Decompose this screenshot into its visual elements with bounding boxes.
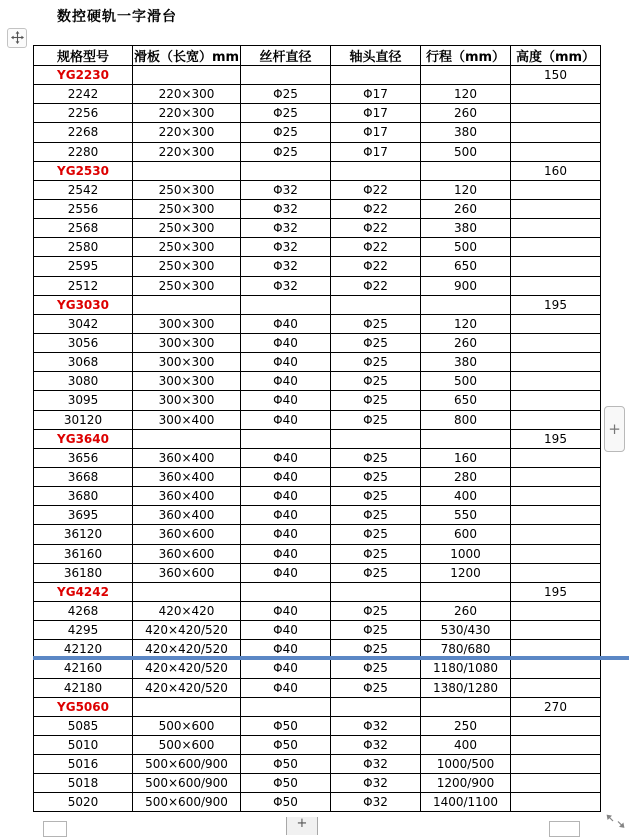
cell-col1: 360×600 [133, 544, 241, 563]
cell-col2: Φ32 [241, 238, 331, 257]
cell-col1: 250×300 [133, 238, 241, 257]
move-icon [11, 29, 24, 48]
cell-col0: 3668 [34, 467, 133, 486]
cell-col4: 530/430 [421, 621, 511, 640]
cell-col3: Φ25 [331, 448, 421, 467]
cell-col2 [241, 697, 331, 716]
cell-col1: 360×400 [133, 487, 241, 506]
cell-col4: 280 [421, 467, 511, 486]
cell-col3: Φ25 [331, 314, 421, 333]
cell-col5 [511, 391, 601, 410]
cell-col5 [511, 544, 601, 563]
cell-col5 [511, 735, 601, 754]
cell-col5 [511, 621, 601, 640]
cell-col5: 195 [511, 582, 601, 601]
cell-col0: 2595 [34, 257, 133, 276]
cell-col4: 1180/1080 [421, 659, 511, 678]
page-split-line [33, 656, 629, 660]
cell-col0: 3042 [34, 314, 133, 333]
cell-col1: 500×600 [133, 735, 241, 754]
cell-col5 [511, 774, 601, 793]
cell-col3: Φ32 [331, 755, 421, 774]
group-row [34, 697, 601, 716]
cell-col0: 2568 [34, 219, 133, 238]
cell-col5 [511, 563, 601, 582]
data-row [34, 180, 601, 199]
cell-col2: Φ25 [241, 104, 331, 123]
bottom-right-partial-box[interactable] [549, 821, 580, 837]
cell-col4: 1200/900 [421, 774, 511, 793]
cell-col1 [133, 66, 241, 85]
cell-col3: Φ32 [331, 716, 421, 735]
cell-col4: 260 [421, 601, 511, 620]
cell-col1: 360×400 [133, 448, 241, 467]
cell-col2: Φ40 [241, 333, 331, 352]
cell-col4: 900 [421, 276, 511, 295]
cell-col2: Φ32 [241, 257, 331, 276]
cell-col2 [241, 161, 331, 180]
data-row [34, 123, 601, 142]
cell-col3: Φ32 [331, 735, 421, 754]
data-row [34, 544, 601, 563]
cell-col5 [511, 716, 601, 735]
data-row [34, 85, 601, 104]
cell-col4 [421, 697, 511, 716]
cell-col0: 2556 [34, 199, 133, 218]
cell-col1: 360×600 [133, 563, 241, 582]
cell-col2: Φ40 [241, 314, 331, 333]
cell-col3: Φ25 [331, 487, 421, 506]
cell-col4: 650 [421, 257, 511, 276]
cell-col3 [331, 66, 421, 85]
cell-col0: 4295 [34, 621, 133, 640]
cell-col5: 270 [511, 697, 601, 716]
data-row [34, 276, 601, 295]
table-move-handle[interactable] [7, 28, 27, 48]
cell-col2: Φ40 [241, 410, 331, 429]
cell-col4: 120 [421, 180, 511, 199]
group-row [34, 295, 601, 314]
cell-col0: 5085 [34, 716, 133, 735]
cell-col3: Φ25 [331, 563, 421, 582]
data-row [34, 353, 601, 372]
cell-col3 [331, 161, 421, 180]
resize-icon [604, 816, 628, 835]
cell-col2: Φ32 [241, 219, 331, 238]
cell-col0: 42120 [34, 640, 133, 659]
cell-col2: Φ40 [241, 448, 331, 467]
cell-col2: Φ32 [241, 180, 331, 199]
cell-col4: 500 [421, 238, 511, 257]
spec-table [33, 45, 601, 812]
cell-col4: 380 [421, 353, 511, 372]
cell-col2: Φ50 [241, 755, 331, 774]
cell-col0: 42180 [34, 678, 133, 697]
cell-col3: Φ25 [331, 525, 421, 544]
cell-col4 [421, 66, 511, 85]
cell-col5: 195 [511, 429, 601, 448]
cell-col4: 800 [421, 410, 511, 429]
cell-col2: Φ40 [241, 544, 331, 563]
cell-col2: Φ40 [241, 563, 331, 582]
cell-col3 [331, 429, 421, 448]
cell-col3: Φ17 [331, 123, 421, 142]
cell-col1: 500×600/900 [133, 793, 241, 812]
cell-col1: 500×600 [133, 716, 241, 735]
cell-col4: 260 [421, 333, 511, 352]
cell-col5 [511, 448, 601, 467]
cell-col4: 160 [421, 448, 511, 467]
cell-col3: Φ25 [331, 372, 421, 391]
cell-col0: 3656 [34, 448, 133, 467]
side-plus-button[interactable] [604, 406, 625, 452]
cell-col1: 300×300 [133, 391, 241, 410]
table-body [34, 66, 601, 812]
cell-col3: Φ25 [331, 621, 421, 640]
cell-col2: Φ40 [241, 506, 331, 525]
cell-col4: 650 [421, 391, 511, 410]
group-row [34, 66, 601, 85]
data-row [34, 678, 601, 697]
cell-col2: Φ40 [241, 391, 331, 410]
cell-col1: 300×400 [133, 410, 241, 429]
header-row [34, 46, 601, 66]
cell-col1: 300×300 [133, 353, 241, 372]
data-row [34, 659, 601, 678]
cell-col2: Φ40 [241, 467, 331, 486]
data-row [34, 219, 601, 238]
cell-col3: Φ22 [331, 238, 421, 257]
column-header-4: 行程（mm） [421, 46, 511, 66]
cell-col4 [421, 582, 511, 601]
data-row [34, 199, 601, 218]
cell-col0: 3680 [34, 487, 133, 506]
cell-col0: 36160 [34, 544, 133, 563]
cell-col4 [421, 295, 511, 314]
cell-col5 [511, 238, 601, 257]
cell-col1 [133, 697, 241, 716]
cell-col5: 150 [511, 66, 601, 85]
cell-col2: Φ40 [241, 601, 331, 620]
data-row [34, 525, 601, 544]
cell-col0: 3695 [34, 506, 133, 525]
cell-col3: Φ22 [331, 199, 421, 218]
cell-col5 [511, 755, 601, 774]
cell-col0: 36120 [34, 525, 133, 544]
cell-col2: Φ40 [241, 678, 331, 697]
data-row [34, 238, 601, 257]
cell-col5 [511, 601, 601, 620]
cell-col5 [511, 314, 601, 333]
cell-col1: 500×600/900 [133, 755, 241, 774]
cell-col5 [511, 219, 601, 238]
cell-col3: Φ32 [331, 793, 421, 812]
cell-col1: 360×400 [133, 467, 241, 486]
cell-col1: 420×420/520 [133, 640, 241, 659]
cell-col0: 2580 [34, 238, 133, 257]
cell-col1: 500×600/900 [133, 774, 241, 793]
cell-col0: 3080 [34, 372, 133, 391]
cell-col3: Φ25 [331, 391, 421, 410]
cell-col1 [133, 161, 241, 180]
cell-col3 [331, 697, 421, 716]
data-row [34, 487, 601, 506]
cell-col0: YG2230 [34, 66, 133, 85]
table-resize-handle[interactable] [604, 812, 628, 831]
cell-col0: YG5060 [34, 697, 133, 716]
cell-col0: 36180 [34, 563, 133, 582]
cell-col4: 260 [421, 199, 511, 218]
cell-col5 [511, 372, 601, 391]
data-row [34, 755, 601, 774]
cell-col4: 600 [421, 525, 511, 544]
cell-col1: 220×300 [133, 104, 241, 123]
data-row [34, 372, 601, 391]
cell-col0: YG4242 [34, 582, 133, 601]
cell-col0: 3056 [34, 333, 133, 352]
cell-col1 [133, 295, 241, 314]
cell-col0: 2512 [34, 276, 133, 295]
cell-col5 [511, 410, 601, 429]
group-row [34, 582, 601, 601]
cell-col3: Φ17 [331, 142, 421, 161]
data-row [34, 735, 601, 754]
cell-col4: 400 [421, 487, 511, 506]
cell-col4: 1000 [421, 544, 511, 563]
cell-col3: Φ22 [331, 257, 421, 276]
cell-col4: 1000/500 [421, 755, 511, 774]
cell-col4 [421, 161, 511, 180]
cell-col2: Φ50 [241, 735, 331, 754]
cell-col1: 300×300 [133, 333, 241, 352]
cell-col4 [421, 429, 511, 448]
cell-col4: 380 [421, 123, 511, 142]
cell-col2: Φ40 [241, 621, 331, 640]
group-row [34, 429, 601, 448]
bottom-plus-button[interactable] [286, 817, 318, 835]
cell-col0: 2268 [34, 123, 133, 142]
cell-col1: 250×300 [133, 199, 241, 218]
data-row [34, 391, 601, 410]
cell-col2: Φ40 [241, 640, 331, 659]
cell-col4: 780/680 [421, 640, 511, 659]
cell-col5 [511, 525, 601, 544]
data-row [34, 142, 601, 161]
cell-col2: Φ32 [241, 276, 331, 295]
cell-col1: 300×300 [133, 372, 241, 391]
cell-col5 [511, 123, 601, 142]
cell-col5 [511, 333, 601, 352]
data-row [34, 601, 601, 620]
cell-col2: Φ25 [241, 142, 331, 161]
cell-col4: 120 [421, 85, 511, 104]
cell-col3: Φ25 [331, 544, 421, 563]
cell-col0: 3068 [34, 353, 133, 372]
cell-col0: 2242 [34, 85, 133, 104]
cell-col1: 250×300 [133, 257, 241, 276]
cell-col5: 160 [511, 161, 601, 180]
group-row [34, 161, 601, 180]
cell-col1: 360×400 [133, 506, 241, 525]
cell-col4: 500 [421, 372, 511, 391]
cell-col2: Φ50 [241, 793, 331, 812]
data-row [34, 333, 601, 352]
cell-col0: 30120 [34, 410, 133, 429]
cell-col4: 1200 [421, 563, 511, 582]
cell-col2: Φ40 [241, 487, 331, 506]
cell-col0: 42160 [34, 659, 133, 678]
column-header-5: 高度（mm） [511, 46, 601, 66]
cell-col1: 220×300 [133, 142, 241, 161]
cell-col5 [511, 678, 601, 697]
cell-col4: 260 [421, 104, 511, 123]
cell-col5 [511, 276, 601, 295]
data-row [34, 774, 601, 793]
cell-col2: Φ32 [241, 199, 331, 218]
cell-col3: Φ17 [331, 85, 421, 104]
cell-col1: 250×300 [133, 276, 241, 295]
cell-col3: Φ25 [331, 467, 421, 486]
plus-icon: + [296, 816, 308, 831]
cell-col0: 2542 [34, 180, 133, 199]
cell-col1: 220×300 [133, 123, 241, 142]
data-row [34, 257, 601, 276]
cell-col0: 5020 [34, 793, 133, 812]
cell-col4: 400 [421, 735, 511, 754]
data-row [34, 410, 601, 429]
cell-col3: Φ25 [331, 333, 421, 352]
data-row [34, 563, 601, 582]
cell-col4: 120 [421, 314, 511, 333]
cell-col2 [241, 66, 331, 85]
cell-col5 [511, 142, 601, 161]
cell-col0: 2256 [34, 104, 133, 123]
column-header-3: 轴头直径 [331, 46, 421, 66]
cell-col0: 5010 [34, 735, 133, 754]
cell-col2: Φ40 [241, 659, 331, 678]
cell-col1: 420×420/520 [133, 659, 241, 678]
cell-col4: 550 [421, 506, 511, 525]
cell-col1: 420×420 [133, 601, 241, 620]
cell-col5 [511, 104, 601, 123]
cell-col2 [241, 295, 331, 314]
cell-col5 [511, 793, 601, 812]
cell-col3: Φ22 [331, 276, 421, 295]
cell-col4: 1380/1280 [421, 678, 511, 697]
cell-col5: 195 [511, 295, 601, 314]
cell-col0: 2280 [34, 142, 133, 161]
cell-col3: Φ25 [331, 640, 421, 659]
cell-col5 [511, 353, 601, 372]
data-row [34, 621, 601, 640]
cell-col2: Φ25 [241, 85, 331, 104]
document-title: 数控硬轨一字滑台 [57, 9, 177, 25]
cell-col3: Φ25 [331, 659, 421, 678]
cell-col1: 420×420/520 [133, 678, 241, 697]
cell-col4: 500 [421, 142, 511, 161]
data-row [34, 314, 601, 333]
cell-col0: YG2530 [34, 161, 133, 180]
cell-col5 [511, 506, 601, 525]
cell-col2 [241, 429, 331, 448]
data-row [34, 716, 601, 735]
cell-col5 [511, 487, 601, 506]
cell-col0: 4268 [34, 601, 133, 620]
cell-col1: 360×600 [133, 525, 241, 544]
cell-col2: Φ25 [241, 123, 331, 142]
plus-icon: + [608, 420, 621, 438]
cell-col1 [133, 429, 241, 448]
cell-col4: 380 [421, 219, 511, 238]
cell-col5 [511, 85, 601, 104]
cell-col1: 300×300 [133, 314, 241, 333]
data-row [34, 104, 601, 123]
cell-col3: Φ25 [331, 601, 421, 620]
cell-col3: Φ32 [331, 774, 421, 793]
cell-col5 [511, 659, 601, 678]
cell-col2: Φ40 [241, 372, 331, 391]
cell-col4: 1400/1100 [421, 793, 511, 812]
data-row [34, 793, 601, 812]
cell-col0: YG3030 [34, 295, 133, 314]
cell-col2 [241, 582, 331, 601]
cell-col2: Φ40 [241, 353, 331, 372]
cell-col0: 5016 [34, 755, 133, 774]
cell-col3: Φ25 [331, 506, 421, 525]
cell-col5 [511, 180, 601, 199]
cell-col3: Φ22 [331, 180, 421, 199]
cell-col4: 250 [421, 716, 511, 735]
cell-col1: 250×300 [133, 180, 241, 199]
cell-col1 [133, 582, 241, 601]
bottom-left-partial-box[interactable] [43, 821, 67, 837]
data-row [34, 448, 601, 467]
cell-col5 [511, 257, 601, 276]
data-row [34, 506, 601, 525]
cell-col5 [511, 467, 601, 486]
cell-col3 [331, 582, 421, 601]
cell-col1: 250×300 [133, 219, 241, 238]
cell-col2: Φ50 [241, 774, 331, 793]
cell-col0: 5018 [34, 774, 133, 793]
column-header-1: 滑板（长宽）mm [133, 46, 241, 66]
column-header-0: 规格型号 [34, 46, 133, 66]
column-header-2: 丝杆直径 [241, 46, 331, 66]
cell-col3 [331, 295, 421, 314]
cell-col2: Φ50 [241, 716, 331, 735]
cell-col3: Φ25 [331, 353, 421, 372]
cell-col1: 220×300 [133, 85, 241, 104]
cell-col3: Φ22 [331, 219, 421, 238]
cell-col3: Φ25 [331, 410, 421, 429]
cell-col0: 3095 [34, 391, 133, 410]
cell-col2: Φ40 [241, 525, 331, 544]
data-row [34, 467, 601, 486]
cell-col3: Φ17 [331, 104, 421, 123]
cell-col1: 420×420/520 [133, 621, 241, 640]
cell-col3: Φ25 [331, 678, 421, 697]
cell-col5 [511, 199, 601, 218]
cell-col0: YG3640 [34, 429, 133, 448]
